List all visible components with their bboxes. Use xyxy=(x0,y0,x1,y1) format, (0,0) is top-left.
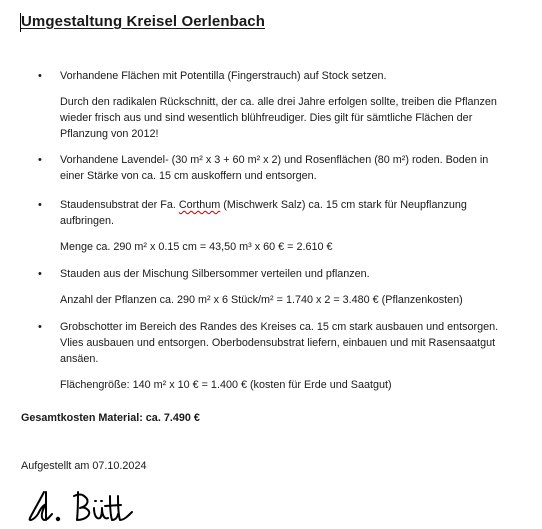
created-date: Aufgestellt am 07.10.2024 xyxy=(21,460,147,472)
total-cost: Gesamtkosten Material: ca. 7.490 € xyxy=(21,412,200,424)
list-item xyxy=(0,197,542,255)
item-note: Flächengröße: 140 m² x 10 € = 1.400 € (kosten für Erde und Saatgut) xyxy=(60,379,392,391)
bullet-icon: • xyxy=(38,199,42,211)
item-note: Anzahl der Pflanzen ca. 290 m² x 6 Stück/m² = 1.740 x 2 = 3.480 € (Pflanzenkosten) xyxy=(60,294,463,306)
bullet-icon: • xyxy=(38,70,42,82)
list-item xyxy=(0,266,542,308)
list-item xyxy=(0,68,542,142)
item-text-end: (Mischwerk Salz) ca. 15 cm stark für Neupflanzung aufbringen. xyxy=(60,199,467,227)
item-note: Menge ca. 290 m² x 0.15 cm = 43,50 m³ x 60 € = 2.610 € xyxy=(60,241,333,253)
list-item xyxy=(0,319,542,393)
item-text: Grobschotter im Bereich des Randes des Kreises ca. 15 cm stark ausbauen und entsorgen. Vlies ausbauen und entsorgen. Oberbodensubstrat liefern, einbauen und mit Rasensaatgut ansäen. xyxy=(60,321,499,365)
item-text: Stauden aus der Mischung Silbersommer verteilen und pflanzen. xyxy=(60,268,370,280)
spellcheck-flagged-word[interactable]: Corthum xyxy=(178,199,221,211)
item-text xyxy=(60,197,502,229)
bullet-icon: • xyxy=(38,321,42,333)
handwritten-signature xyxy=(22,486,142,526)
list-item xyxy=(0,152,542,184)
task-list xyxy=(0,68,542,393)
item-text: Vorhandene Flächen mit Potentilla (Fingerstrauch) auf Stock setzen. xyxy=(60,70,387,82)
item-note: Durch den radikalen Rückschnitt, der ca. alle drei Jahre erfolgen sollte, treiben die Pflanzen wieder frisch aus und sind wesentlich blühfreudiger. Dies gilt für sämtliche Flächen der Pflanzung von 2012! xyxy=(60,96,497,140)
document-title: Umgestaltung Kreisel Oerlenbach xyxy=(21,13,266,30)
bullet-icon: • xyxy=(38,268,42,280)
item-text-start: Staudensubstrat der Fa. xyxy=(60,199,179,211)
bullet-icon: • xyxy=(38,154,42,166)
item-text: Vorhandene Lavendel- (30 m² x 3 + 60 m² x 2) und Rosenflächen (80 m²) roden. Boden in einer Stärke von ca. 15 cm auskoffern und entsorgen. xyxy=(60,154,489,182)
